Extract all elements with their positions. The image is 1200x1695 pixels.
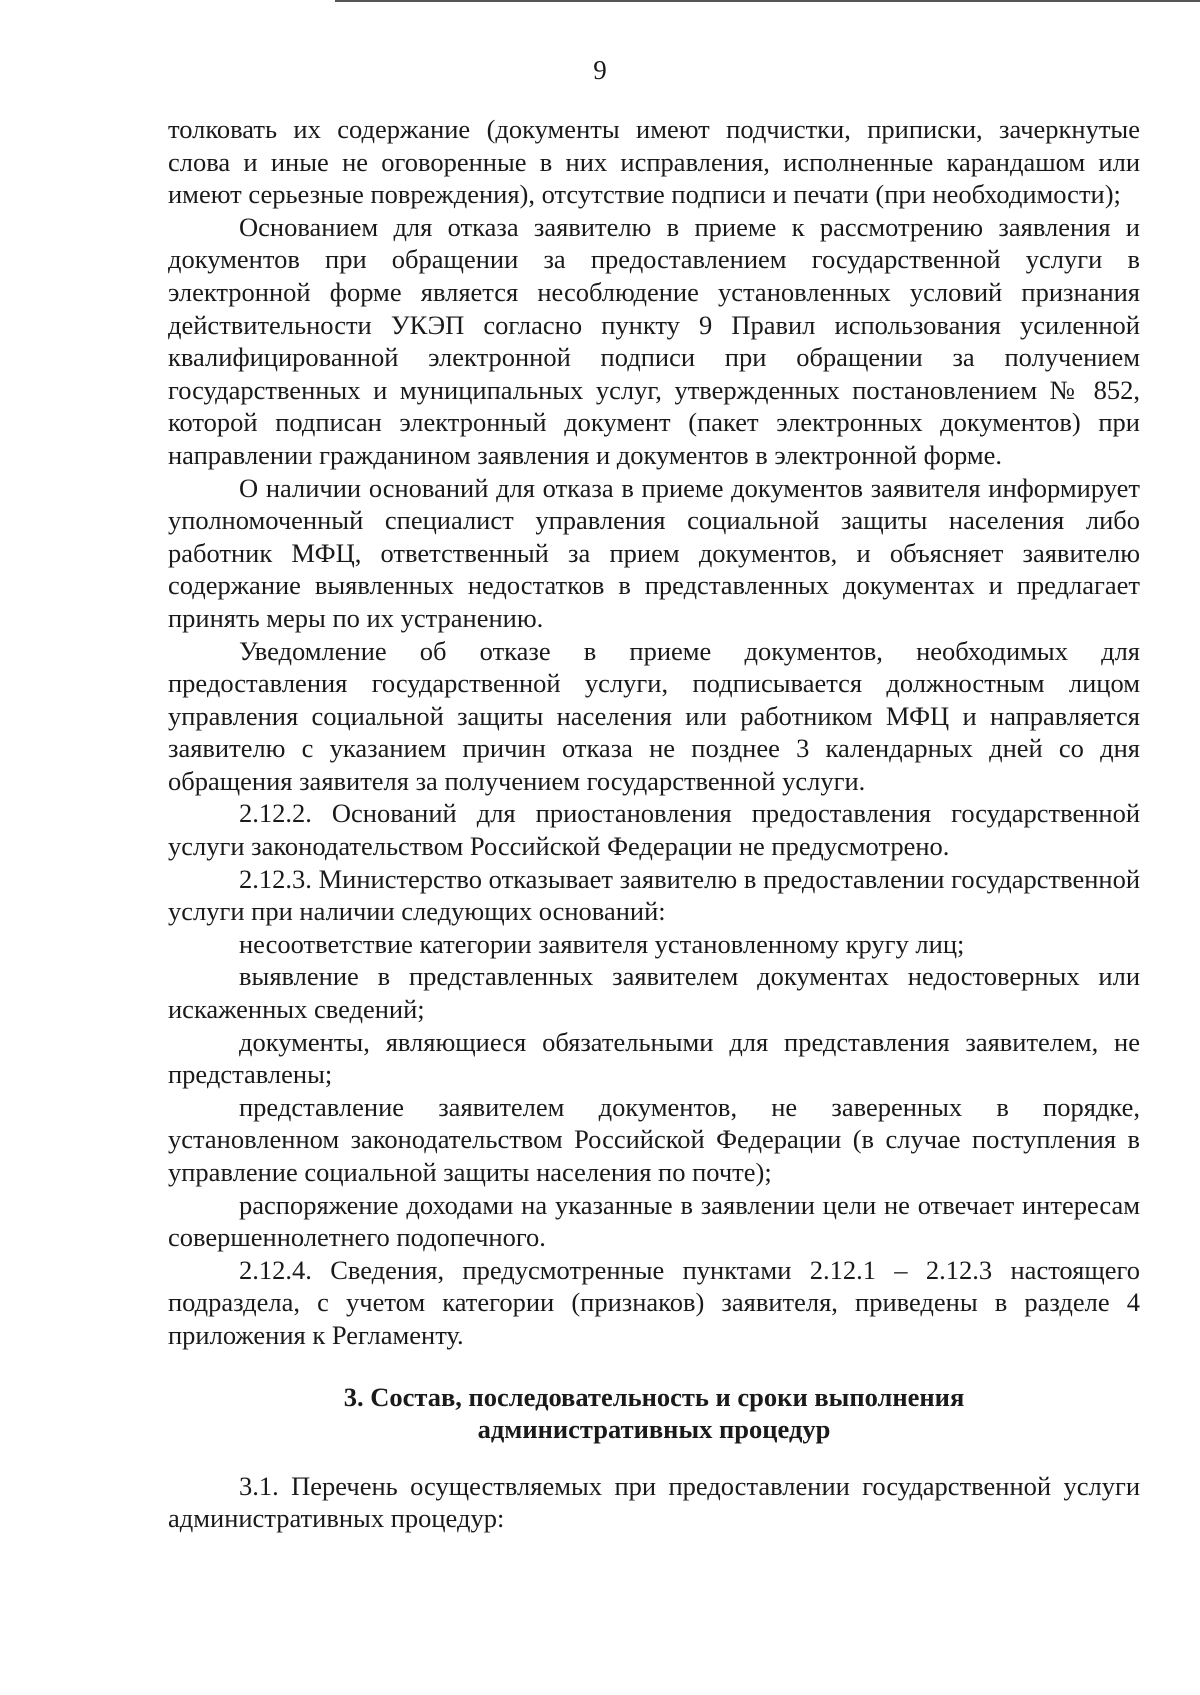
list-item-false-data: выявление в представленных заявителем документах недостоверных или искаженных сведений; <box>168 961 1140 1025</box>
paragraph-3-1: 3.1. Перечень осуществляемых при предоставлении государственной услуги административных процедур: <box>168 1470 1140 1534</box>
top-border-line <box>335 0 1200 2</box>
section-heading <box>168 1381 1140 1446</box>
paragraph-2-12-3: 2.12.3. Министерство отказывает заявителю в предоставлении государственной услуги при наличии следующих оснований: <box>168 863 1140 927</box>
list-item-missing-documents: документы, являющиеся обязательными для представления заявителем, не представлены; <box>168 1026 1140 1090</box>
paragraph-2-12-2: 2.12.2. Оснований для приостановления предоставления государственной услуги законодательством Российской Федерации не предусмотрено. <box>168 798 1140 862</box>
paragraph-refusal-notice: Уведомление об отказе в приеме документов, необходимых для предоставления государственной услуги, подписывается должностным лицом управления социальной защиты населения или работником МФЦ и направляется заявителю с указанием причин отказа не позднее 3 календарных дней со дня обращения заявителя за получением государственной услуги. <box>168 635 1140 796</box>
paragraph-ukep-refusal: Основанием для отказа заявителю в приеме к рассмотрению заявления и документов при обращении за предоставлением государственной услуги в электронной форме является несоблюдение установленных условий признания действительности УКЭП согласно пункту 9 Правил использования усиленной квалифицированной электронной подписи при обращении за получением государственных и муниципальных услуг, утвержденных постановлением № 852, которой подписан электронный документ (пакет электронных документов) при направлении гражданином заявления и документов в электронной форме. <box>168 211 1140 470</box>
document-body <box>168 113 1140 1535</box>
list-item-category-mismatch: несоответствие категории заявителя установленному кругу лиц; <box>239 928 965 959</box>
paragraph-2-12-4: 2.12.4. Сведения, предусмотренные пунктами 2.12.1 – 2.12.3 настоящего подраздела, с учетом категории (признаков) заявителя, приведены в разделе 4 приложения к Регламенту. <box>168 1254 1140 1350</box>
section-heading-line-2: административных процедур <box>477 1414 831 1445</box>
paragraph-continuation: толковать их содержание (документы имеют подчистки, приписки, зачеркнутые слова и иные не оговоренные в них исправления, исполненные карандашом или имеют серьезные повреждения), отсутствие подписи и печати (при необходимости); <box>168 114 1140 210</box>
list-item-unverified-documents: представление заявителем документов, не заверенных в порядке, установленном законодательством Российской Федерации (в случае поступления в управление социальной защиты населения по почте); <box>168 1091 1140 1187</box>
paragraph-refusal-info: О наличии оснований для отказа в приеме документов заявителя информирует уполномоченный специалист управления социальной защиты населения либо работник МФЦ, ответственный за прием документов, и объясняет заявителю содержание выявленных недостатков в представленных документах и предлагает принять меры по их устранению. <box>168 472 1140 633</box>
section-heading-line-1: 3. Состав, последовательность и сроки выполнения <box>343 1381 965 1412</box>
page-number: 9 <box>593 55 607 85</box>
list-item-income-disposal: распоряжение доходами на указанные в заявлении цели не отвечает интересам совершеннолетнего подопечного. <box>168 1189 1140 1253</box>
